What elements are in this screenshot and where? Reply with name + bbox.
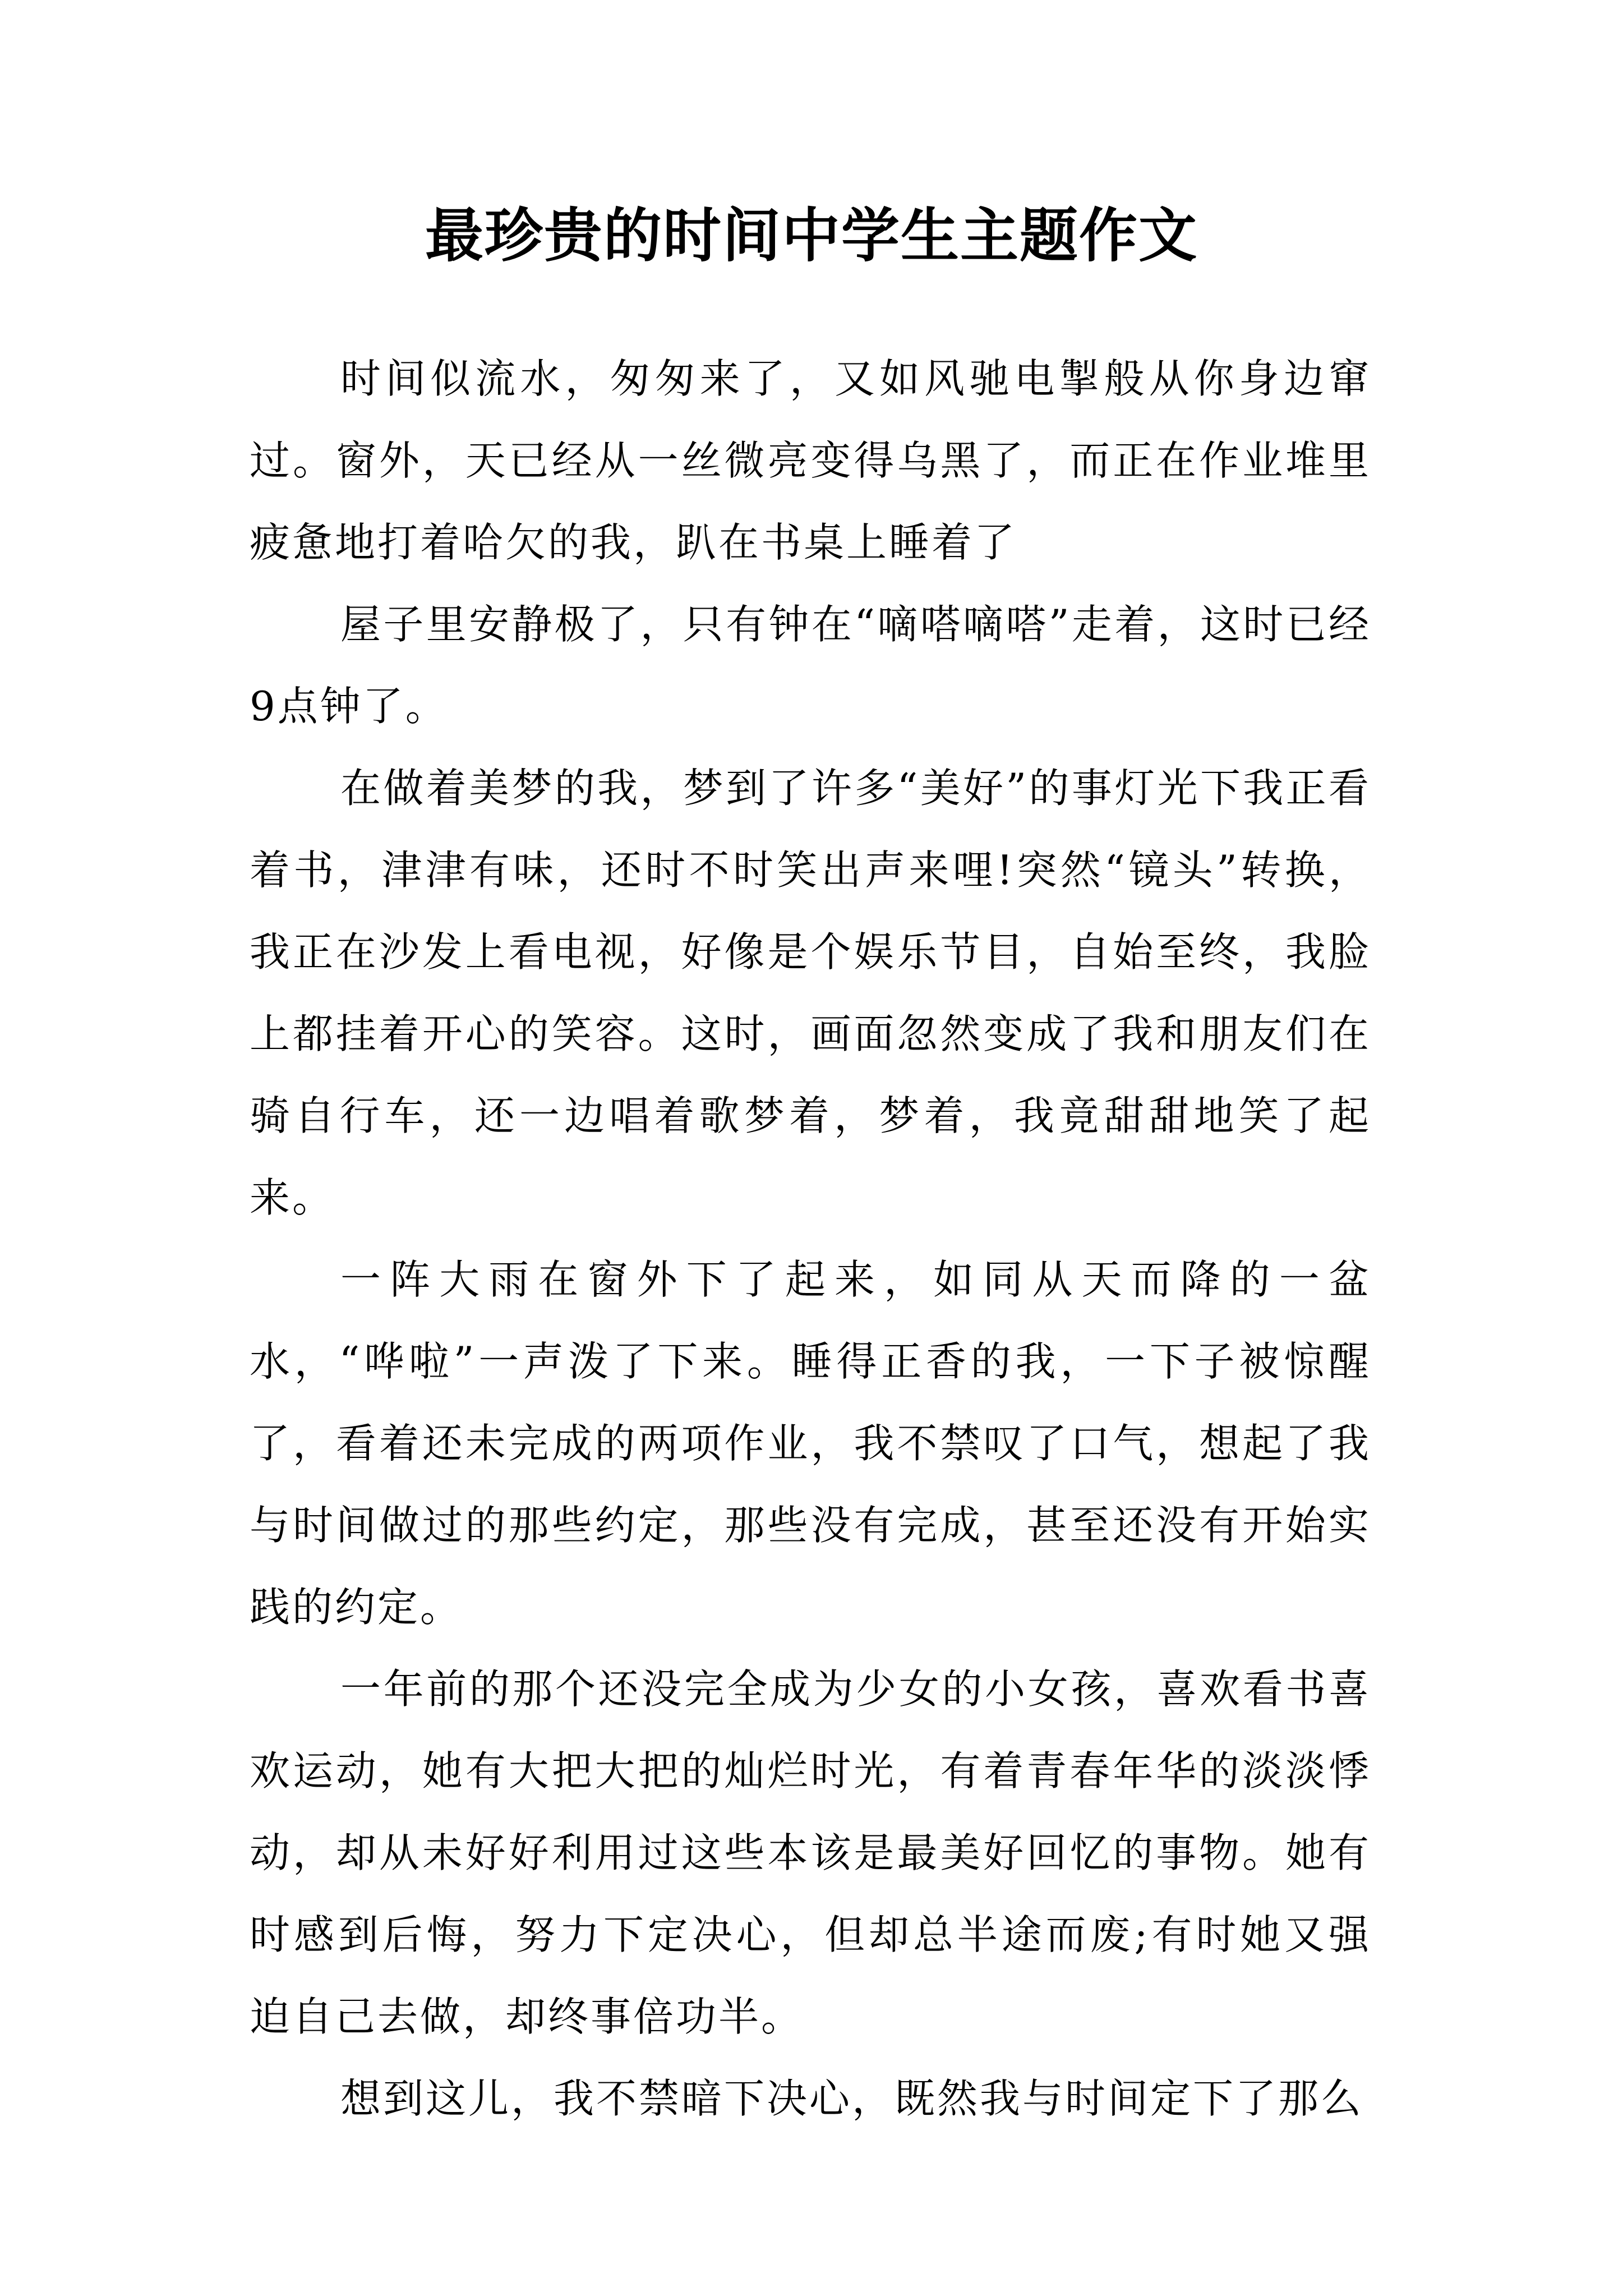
paragraph-5: 一年前的那个还没完全成为少女的小女孩，喜欢看书喜欢运动，她有大把大把的灿烂时光，有着青春年华的淡淡悸动，却从未好好利用过这些本该是最美好回忆的事物。她有时感到后悔，努力下定决心，但却总半途而废;有时她又强迫自己去做，却终事倍功半。 bbox=[250, 1665, 1371, 2040]
paragraph-1: 时间似流水，匆匆来了，又如风驰电掣般从你身边窜过。窗外，天已经从一丝微亮变得乌黑了，而正在作业堆里疲惫地打着哈欠的我，趴在书桌上睡着了 bbox=[250, 355, 1371, 566]
document-title: 最珍贵的时间中学生主题作文 bbox=[425, 201, 1198, 270]
document-body bbox=[250, 338, 1371, 2139]
paragraph-3: 在做着美梦的我，梦到了许多“美好”的事灯光下我正看着书，津津有味，还时不时笑出声来哩!突然“镜头”转换，我正在沙发上看电视，好像是个娱乐节目，自始至终，我脸上都挂着开心的笑容。这时，画面忽然变成了我和朋友们在骑自行车，还一边唱着歌梦着，梦着，我竟甜甜地笑了起来。 bbox=[250, 765, 1371, 1221]
paragraph-4: 一阵大雨在窗外下了起来，如同从天而降的一盆水，“哗啦”一声泼了下来。睡得正香的我，一下子被惊醒了，看着还未完成的两项作业，我不禁叹了口气，想起了我与时间做过的那些约定，那些没有完成，甚至还没有开始实践的约定。 bbox=[250, 1256, 1371, 1631]
paragraph-6: 想到这儿，我不禁暗下决心，既然我与时间定下了那么 bbox=[340, 2075, 1364, 2122]
paragraph-2: 屋子里安静极了，只有钟在“嘀嗒嘀嗒”走着，这时已经9点钟了。 bbox=[250, 601, 1371, 730]
